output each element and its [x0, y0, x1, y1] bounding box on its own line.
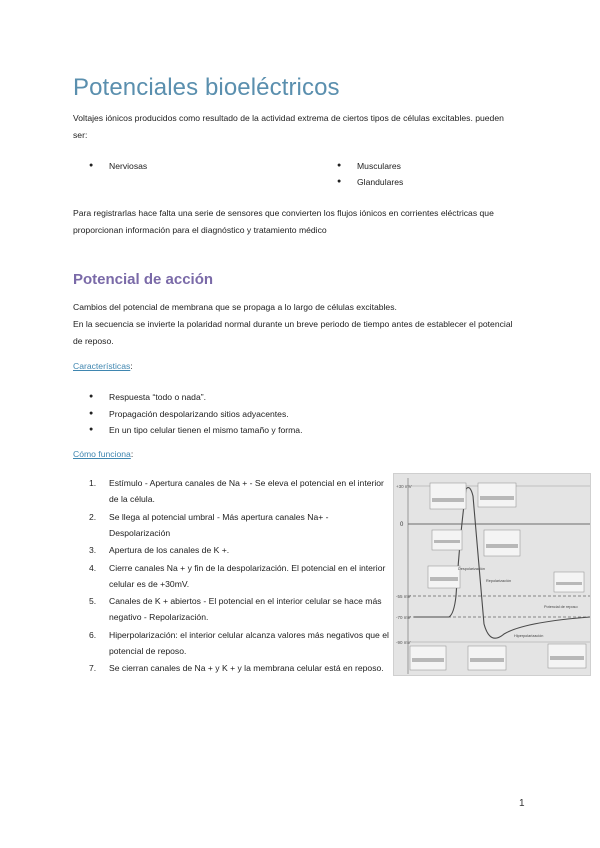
step-text: Canales de K + abiertos - El potencial en el interior celular se hace más negativo - Repolarización.: [109, 596, 382, 622]
label-threshold: -55 mV: [396, 594, 411, 599]
membrane-strip: [550, 656, 584, 660]
membrane-strip: [412, 658, 444, 662]
step-number: 1.: [89, 478, 97, 488]
colon: :: [130, 449, 134, 459]
membrane-strip: [556, 582, 582, 585]
step-item: [89, 660, 389, 676]
action-potential-figure: [393, 473, 591, 676]
cell-types-right-list: [337, 158, 403, 190]
list-item: ● Propagación despolarizando sitios adyacentes.: [89, 406, 302, 423]
como-funciona-heading: [73, 449, 133, 459]
step-item: [89, 542, 389, 558]
step-number: 5.: [89, 596, 97, 606]
list-item: ● Musculares: [337, 158, 403, 174]
colon: :: [130, 361, 133, 371]
caracteristicas-heading: [73, 361, 133, 371]
step-item: [89, 509, 389, 541]
label-repol: Repolarización: [486, 579, 512, 583]
label-depol: Despolarización: [458, 567, 486, 571]
section-title: Potencial de acción: [73, 271, 214, 288]
channel-box: [484, 530, 520, 556]
step-text: Apertura de los canales de K +.: [109, 545, 230, 555]
registro-paragraph: Para registrarlas hace falta una serie de sensores que convierten los flujos iónicos en corrientes eléctricas que proporcionan información para el diagnóstico y tratamiento médico: [73, 208, 494, 235]
steps-list: [89, 475, 389, 678]
step-number: 6.: [89, 629, 97, 640]
step-text: Se llega al potencial umbral - Más apertura canales Na+ - Despolarización: [109, 511, 329, 538]
step-item: [89, 593, 389, 625]
step-text: Estímulo - Apertura canales de Na + - Se eleva el potencial en el interior de la célula.: [109, 478, 384, 504]
step-item: [89, 627, 389, 659]
step-number: 4.: [89, 562, 97, 573]
action-potential-curve: [414, 488, 590, 639]
step-number: 3.: [89, 545, 97, 555]
step-item: [89, 475, 389, 507]
step-item: [89, 560, 389, 592]
step-number: 7.: [89, 663, 97, 673]
caracteristicas-link[interactable]: Características: [73, 361, 131, 371]
membrane-strip: [430, 577, 458, 581]
channel-box: [430, 483, 466, 509]
como-funciona-link[interactable]: Cómo funciona: [73, 449, 131, 459]
accion-paragraph: [73, 299, 523, 350]
membrane-strip: [480, 496, 514, 500]
step-number: 2.: [89, 511, 97, 522]
label-reposo: Potencial de reposo: [544, 605, 578, 609]
membrane-strip: [486, 544, 518, 548]
accion-line-2: En la secuencia se invierte la polaridad normal durante un breve periodo de tiempo antes de establecer el potencial de reposo.: [73, 319, 513, 346]
list-item: ● Nerviosas: [89, 158, 147, 174]
label-hyper: Hiperpolarización: [514, 634, 544, 638]
list-item: ● Glandulares: [337, 174, 403, 190]
label-plus30: +30 mV: [396, 484, 412, 489]
step-text: Hiperpolarización: el interior celular alcanza valores más negativos que el potencial de reposo.: [109, 629, 389, 656]
list-item: ● En un tipo celular tienen el mismo tamaño y forma.: [89, 422, 302, 439]
page-title: Potenciales bioeléctricos: [73, 74, 340, 101]
step-text: Se cierran canales de Na + y K + y la membrana celular está en reposo.: [109, 663, 384, 673]
membrane-strip: [432, 498, 464, 502]
membrane-strip: [434, 540, 460, 543]
page-number: 1: [519, 798, 525, 809]
accion-line-1: Cambios del potencial de membrana que se propaga a lo largo de células excitables.: [73, 302, 397, 312]
cell-types-left-list: [89, 158, 147, 174]
caracteristicas-list: [89, 389, 302, 439]
action-potential-diagram: [394, 474, 592, 677]
label-rest: -70 mV: [396, 615, 411, 620]
intro-paragraph: Voltajes iónicos producidos como resultado de la actividad extrema de ciertos tipos de células excitables. pueden ser:: [73, 113, 504, 140]
label-minus90: -90 mV: [396, 640, 411, 645]
step-text: Cierre canales Na + y fin de la despolarización. El potencial en el interior celular es de +30mV.: [109, 562, 386, 589]
membrane-strip: [470, 658, 504, 662]
label-zero: 0: [400, 522, 404, 528]
list-item: ● Respuesta “todo o nada”.: [89, 389, 302, 406]
channel-box: [478, 483, 516, 507]
